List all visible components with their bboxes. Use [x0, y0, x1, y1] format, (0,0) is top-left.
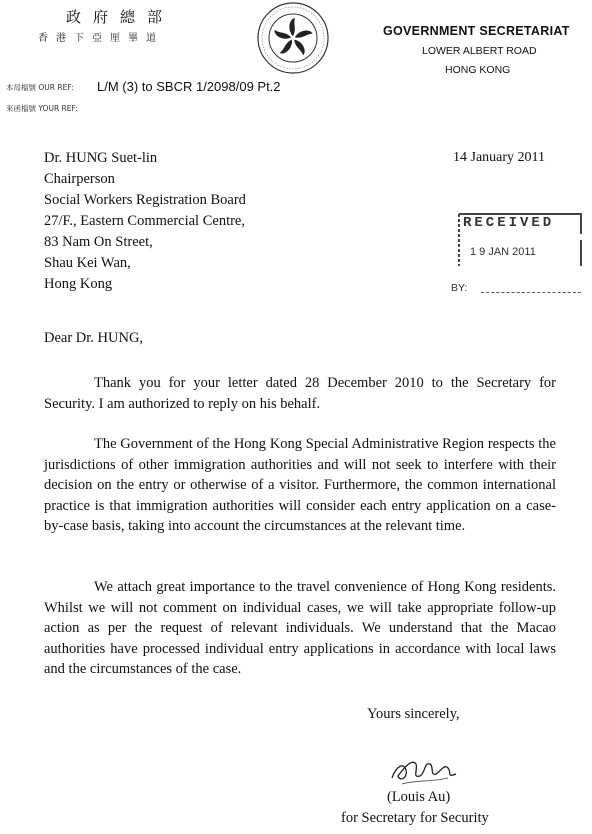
recipient-line: Social Workers Registration Board: [44, 192, 246, 208]
letter-date: 14 January 2011: [453, 150, 546, 165]
department-english-name: GOVERNMENT SECRETARIAT: [383, 24, 570, 38]
received-stamp-title: RECEIVED: [463, 215, 555, 231]
recipient-line: 83 Nam On Street,: [44, 234, 153, 250]
recipient-line: Chairperson: [44, 171, 115, 187]
received-by-line: [481, 292, 581, 293]
department-chinese-name: 政府總部: [66, 8, 175, 26]
department-chinese-address: 香港下亞厘畢道: [38, 33, 164, 44]
handwritten-signature: [382, 748, 472, 794]
body-paragraph: [44, 577, 556, 680]
body-paragraph-text: Thank you for your letter dated 28 December 2010 to the Secretary for Security. I am authorized to reply on his behalf.: [44, 375, 556, 412]
salutation: Dear Dr. HUNG,: [44, 330, 144, 346]
body-paragraph-text: We attach great importance to the travel convenience of Hong Kong residents. Whilst we will not comment on individual cases, we will take appropriate follow-up action as per the request of relevant individuals. We understand that the Macao authorities have processed individual entry applications in accordance with local laws and the circumstances of the case.: [44, 579, 556, 677]
our-ref-label: 本局檔號 OUR REF:: [6, 83, 74, 92]
body-paragraph: [44, 373, 556, 414]
recipient-line: 27/F., Eastern Commercial Centre,: [44, 213, 245, 229]
closing: Yours sincerely,: [367, 706, 460, 722]
signer-name: (Louis Au): [387, 789, 451, 805]
recipient-line: Dr. HUNG Suet-lin: [44, 150, 158, 166]
our-ref-value: L/M (3) to SBCR 1/2098/09 Pt.2: [97, 79, 281, 94]
signer-title: for Secretary for Security: [341, 810, 489, 826]
hksar-emblem-icon: [255, 0, 331, 76]
department-city: HONG KONG: [445, 64, 511, 76]
body-paragraph-text: The Government of the Hong Kong Special Administrative Region respects the jurisdictions of other immigration authorities and will not seek to interfere with their decision on the entry or otherwise of a visitor. Furthermore, the common international practice is that immigration authorities will consider each entry application on a case-by-case basis, taking into account the circumstances at the relevant time.: [44, 436, 556, 534]
body-paragraph: [44, 434, 556, 537]
recipient-line: Shau Kei Wan,: [44, 255, 131, 271]
received-stamp-date: 1 9 JAN 2011: [470, 246, 536, 258]
department-road: LOWER ALBERT ROAD: [422, 45, 537, 57]
received-by-label: BY:: [451, 282, 468, 294]
recipient-line: Hong Kong: [44, 276, 113, 292]
your-ref-label: 來函檔號 YOUR REF:: [6, 104, 78, 113]
